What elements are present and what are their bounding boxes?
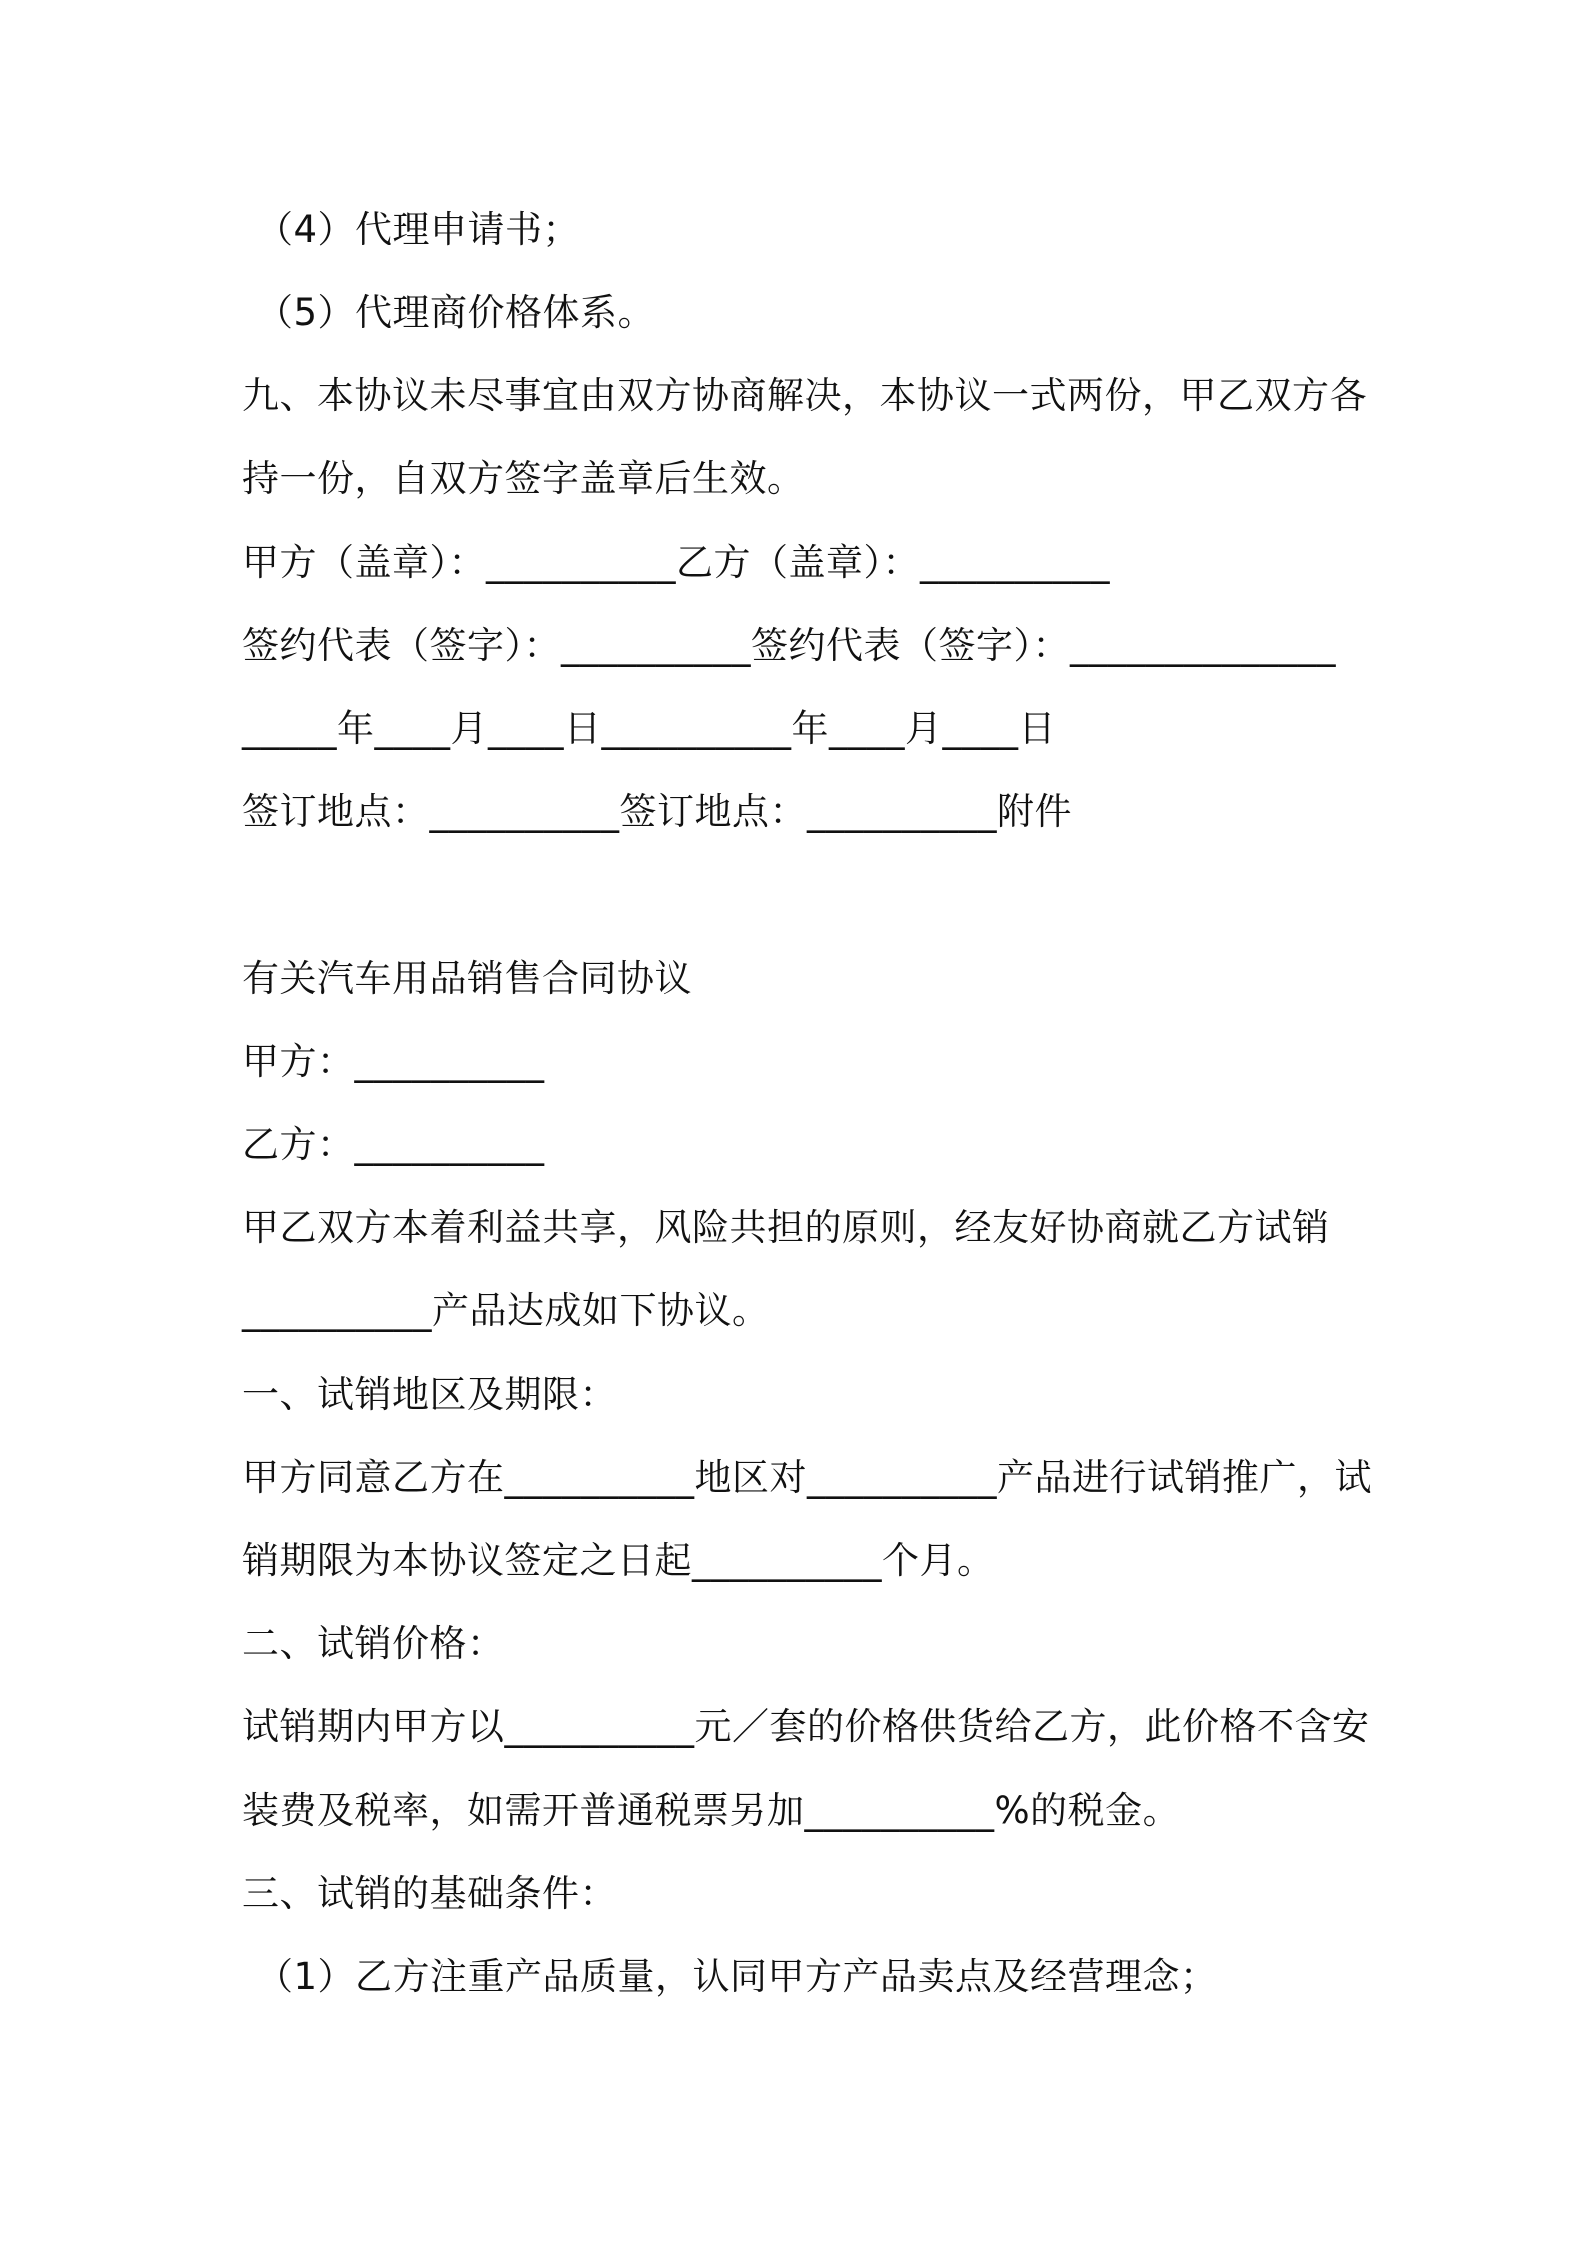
section-1-heading: 一、试销地区及期限：	[242, 1373, 617, 1416]
section-2-line-1: 试销期内甲方以__________元／套的价格供货给乙方，此价格不含安	[242, 1705, 1370, 1748]
preamble-line-1: 甲乙双方本着利益共享，风险共担的原则，经友好协商就乙方试销	[242, 1206, 1330, 1249]
clause-9-line-2: 持一份，自双方签字盖章后生效。	[242, 457, 805, 500]
section-1-line-2: 销期限为本协议签定之日起__________个月。	[242, 1539, 995, 1582]
signing-place-line: 签订地点：__________签订地点：__________附件	[242, 790, 1072, 833]
document-title: 有关汽车用品销售合同协议	[242, 957, 692, 1000]
clause-9-line-1: 九、本协议未尽事宜由双方协商解决，本协议一式两份，甲乙双方各	[242, 374, 1367, 417]
date-line: _____年____月____日__________年____月____日	[242, 707, 1056, 750]
signatory-line: 签约代表（签字）：__________签约代表（签字）：______________	[242, 624, 1336, 667]
party-a-line: 甲方：__________	[242, 1040, 545, 1083]
party-b-line: 乙方：__________	[242, 1123, 545, 1166]
section-3-heading: 三、试销的基础条件：	[242, 1872, 617, 1915]
attachment-item-5: （5）代理商价格体系。	[256, 291, 656, 334]
preamble-line-2: __________产品达成如下协议。	[242, 1289, 770, 1332]
section-2-heading: 二、试销价格：	[242, 1622, 505, 1665]
section-1-line-1: 甲方同意乙方在__________地区对__________产品进行试销推广，试	[242, 1456, 1372, 1499]
section-3-item-1: （1）乙方注重产品质量，认同甲方产品卖点及经营理念；	[256, 1955, 1218, 1998]
attachment-item-4: （4）代理申请书；	[256, 208, 581, 251]
section-2-line-2: 装费及税率，如需开普通税票另加__________%的税金。	[242, 1789, 1181, 1832]
party-seal-line: 甲方（盖章）：__________乙方（盖章）：__________	[242, 541, 1110, 584]
